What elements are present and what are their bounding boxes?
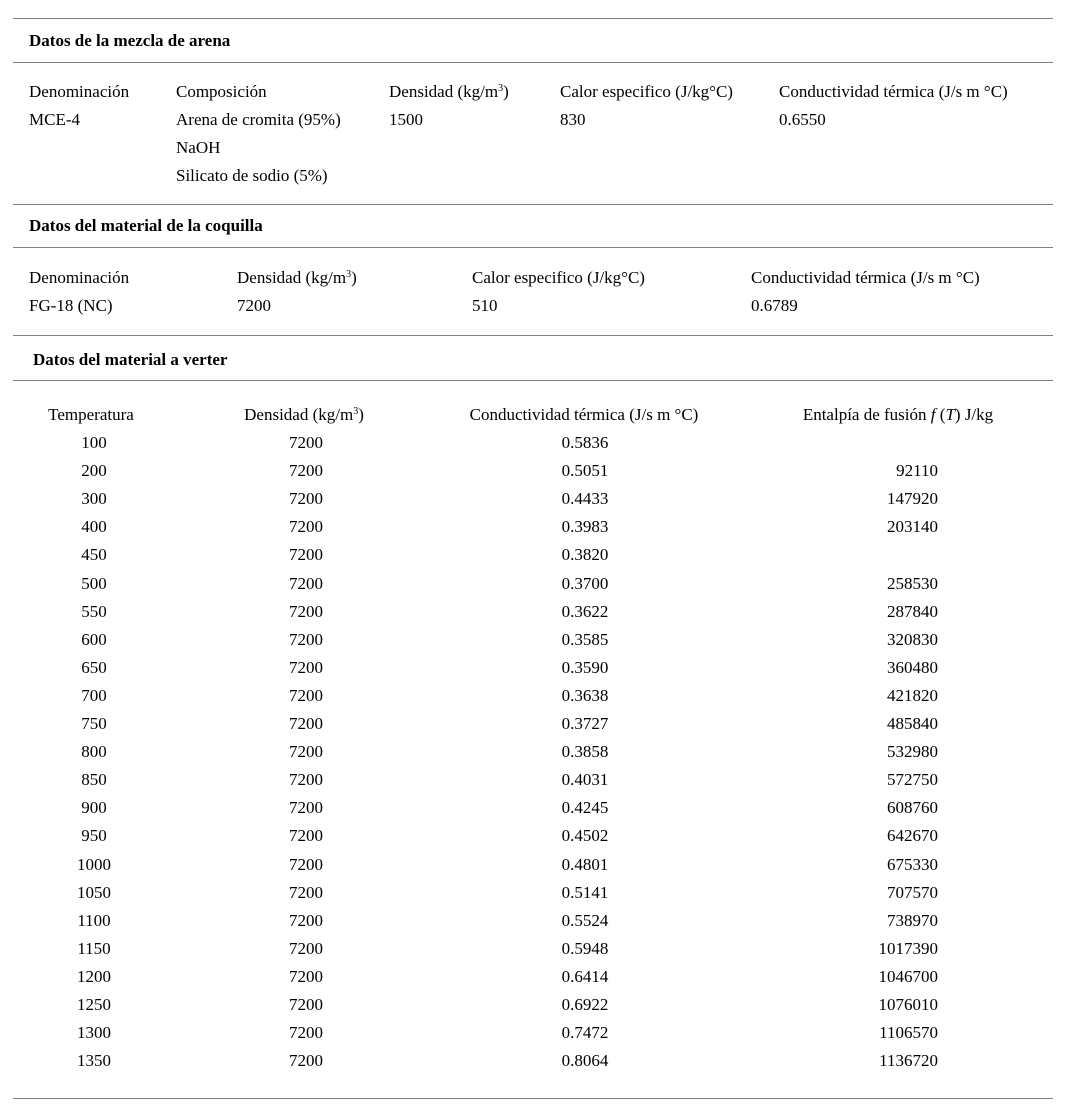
cell-entalpia: 707570	[887, 882, 938, 902]
table-row	[0, 826, 1069, 854]
cell-conductividad: 0.8064	[561, 1051, 609, 1071]
section2-header-conductividad: Conductividad térmica (J/s m °C)	[751, 268, 980, 287]
section1-header-conductividad: Conductividad térmica (J/s m °C)	[779, 82, 1008, 101]
cell-entalpia: 147920	[887, 489, 938, 509]
cell-densidad: 7200	[289, 1023, 323, 1043]
section1-header-denominacion: Denominación	[29, 82, 130, 101]
cell-conductividad: 0.6922	[561, 995, 609, 1014]
section3-title: Datos del material a verter	[33, 350, 228, 369]
cell-conductividad: 0.3585	[561, 629, 609, 649]
cell-entalpia: 1076010	[878, 995, 938, 1014]
table-row	[0, 602, 1069, 630]
cell-conductividad: 0.3700	[561, 573, 609, 593]
table-row	[0, 574, 1069, 602]
cell-densidad: 7200	[289, 517, 323, 537]
table-row	[0, 1023, 1069, 1051]
cell-temperatura: 850	[81, 770, 107, 790]
section1-value-composicion-3: Silicato de sodio (5%)	[176, 166, 328, 185]
table-row	[0, 1051, 1069, 1079]
cell-temperatura: 600	[81, 629, 107, 649]
cell-temperatura: 650	[81, 657, 107, 677]
cell-temperatura: 1300	[77, 1023, 111, 1043]
cell-conductividad: 0.3820	[561, 545, 609, 565]
section1-value-composicion-2: NaOH	[176, 138, 221, 157]
cell-temperatura: 1150	[77, 938, 111, 958]
table-row	[0, 658, 1069, 686]
cell-entalpia: 675330	[887, 854, 938, 874]
cell-conductividad: 0.3590	[561, 657, 609, 677]
cell-conductividad: 0.5948	[561, 938, 609, 958]
table-row	[0, 461, 1069, 489]
cell-entalpia: 608760	[887, 798, 938, 818]
cell-entalpia: 1106570	[879, 1023, 938, 1043]
cell-temperatura: 100	[81, 433, 107, 452]
cell-temperatura: 700	[81, 685, 107, 705]
section1-header-densidad: Densidad $(kg/m^3)$	[389, 82, 509, 101]
cell-conductividad: 0.3858	[561, 742, 609, 762]
cell-entalpia: 572750	[887, 770, 938, 790]
cell-entalpia: 203140	[887, 517, 938, 537]
cell-temperatura: 1250	[77, 995, 111, 1014]
table-row	[0, 686, 1069, 714]
cell-conductividad: 0.3622	[561, 601, 609, 621]
table-row	[0, 630, 1069, 658]
section1-value-conductividad: 0.6550	[779, 110, 826, 129]
table-row	[0, 433, 1069, 461]
cell-densidad: 7200	[289, 573, 323, 593]
cell-entalpia: 532980	[887, 742, 938, 762]
section3-header-conductividad: Conductividad térmica (J/s m °C)	[469, 405, 699, 424]
section2-header-densidad: Densidad $(kg/m^3)$	[237, 268, 357, 287]
cell-temperatura: 1000	[77, 854, 111, 874]
cell-entalpia: 738970	[887, 910, 938, 930]
rule-section3-title	[13, 380, 1053, 381]
cell-entalpia: 360480	[887, 657, 938, 677]
cell-temperatura: 900	[81, 798, 107, 818]
cell-conductividad: 0.5836	[561, 433, 609, 452]
table-row	[0, 714, 1069, 742]
table-row	[0, 967, 1069, 995]
cell-temperatura: 550	[81, 601, 107, 621]
cell-densidad: 7200	[289, 657, 323, 677]
cell-densidad: 7200	[289, 770, 323, 790]
section1-header-calor: Calor especifico (J/kg°C)	[560, 82, 733, 101]
cell-conductividad: 0.5141	[561, 882, 609, 902]
table-row	[0, 911, 1069, 939]
cell-temperatura: 1200	[77, 966, 111, 986]
cell-densidad: 7200	[289, 826, 323, 846]
cell-conductividad: 0.4801	[561, 854, 609, 874]
section2-value-densidad: 7200	[237, 296, 271, 315]
section1-header-composicion: Composición	[176, 82, 267, 101]
cell-entalpia: 1017390	[878, 938, 938, 958]
cell-temperatura: 1100	[77, 910, 111, 930]
cell-entalpia: 287840	[887, 601, 938, 621]
cell-densidad: 7200	[289, 714, 323, 733]
cell-entalpia: 92110	[896, 461, 938, 481]
cell-densidad: 7200	[289, 1051, 323, 1071]
cell-entalpia: 642670	[887, 826, 938, 846]
section2-value-calor: 510	[472, 296, 498, 315]
cell-conductividad: 0.3983	[561, 517, 609, 537]
cell-densidad: 7200	[289, 910, 323, 930]
cell-temperatura: 950	[81, 826, 107, 846]
table-row	[0, 939, 1069, 967]
section1-title: Datos de la mezcla de arena	[29, 31, 231, 50]
cell-entalpia: 258530	[887, 573, 938, 593]
section2-header-calor: Calor especifico (J/kg°C)	[472, 268, 645, 287]
cell-conductividad: 0.3638	[561, 685, 609, 705]
cell-entalpia: 421820	[887, 685, 938, 705]
table-row	[0, 883, 1069, 911]
section2-value-conductividad: 0.6789	[751, 296, 798, 315]
table-row	[0, 517, 1069, 545]
cell-densidad: 7200	[289, 882, 323, 902]
rule-section1-end	[13, 204, 1053, 205]
table-row	[0, 855, 1069, 883]
cell-densidad: 7200	[289, 489, 323, 509]
table-row	[0, 489, 1069, 517]
section1-value-composicion-1: Arena de cromita (95%)	[176, 110, 341, 129]
cell-temperatura: 1050	[77, 882, 111, 902]
cell-densidad: 7200	[289, 545, 323, 565]
cell-conductividad: 0.3727	[561, 714, 609, 733]
section1-value-calor: 830	[560, 110, 586, 129]
cell-densidad: 7200	[289, 601, 323, 621]
rule-section2-title	[13, 247, 1053, 248]
cell-temperatura: 300	[81, 489, 107, 509]
rule-section1-title	[13, 62, 1053, 63]
section2-value-denominacion: FG-18 (NC)	[29, 296, 113, 315]
cell-conductividad: 0.5524	[561, 910, 609, 930]
cell-temperatura: 400	[81, 517, 107, 537]
section1-value-denominacion: MCE-4	[29, 110, 80, 129]
cell-densidad: 7200	[289, 938, 323, 958]
cell-conductividad: 0.5051	[561, 461, 609, 481]
section2-title: Datos del material de la coquilla	[29, 216, 263, 235]
cell-temperatura: 200	[81, 461, 107, 481]
cell-conductividad: 0.7472	[561, 1023, 609, 1043]
table-row	[0, 995, 1069, 1023]
cell-densidad: 7200	[289, 685, 323, 705]
table-row	[0, 742, 1069, 770]
cell-entalpia: 1046700	[878, 966, 938, 986]
rule-section2-end	[13, 335, 1053, 336]
cell-temperatura: 500	[81, 573, 107, 593]
table-row	[0, 798, 1069, 826]
rule-bottom	[13, 1098, 1053, 1099]
cell-densidad: 7200	[289, 995, 323, 1014]
section3-header-entalpia: Entalpía de fusión f (T) J/kg	[802, 405, 994, 424]
cell-densidad: 7200	[289, 461, 323, 481]
cell-entalpia: 1136720	[879, 1051, 938, 1071]
cell-densidad: 7200	[289, 433, 323, 452]
cell-conductividad: 0.4245	[561, 798, 609, 818]
cell-temperatura: 1350	[77, 1051, 111, 1071]
cell-densidad: 7200	[289, 629, 323, 649]
cell-conductividad: 0.4031	[561, 770, 609, 790]
cell-entalpia: 485840	[887, 714, 938, 733]
cell-densidad: 7200	[289, 798, 323, 818]
cell-temperatura: 450	[81, 545, 107, 565]
cell-conductividad: 0.4502	[561, 826, 609, 846]
cell-temperatura: 800	[81, 742, 107, 762]
rule-top	[13, 18, 1053, 19]
table-row	[0, 770, 1069, 798]
section3-header-temperatura: Temperatura	[48, 405, 134, 424]
cell-densidad: 7200	[289, 966, 323, 986]
section2-header-denominacion: Denominación	[29, 268, 130, 287]
cell-temperatura: 750	[81, 714, 107, 733]
section1-value-densidad: 1500	[389, 110, 423, 129]
cell-conductividad: 0.6414	[561, 966, 609, 986]
cell-entalpia: 320830	[887, 629, 938, 649]
section3-header-densidad: Densidad $(kg/m^3)$	[244, 405, 364, 424]
cell-densidad: 7200	[289, 854, 323, 874]
cell-densidad: 7200	[289, 742, 323, 762]
table-row	[0, 545, 1069, 573]
cell-conductividad: 0.4433	[561, 489, 609, 509]
